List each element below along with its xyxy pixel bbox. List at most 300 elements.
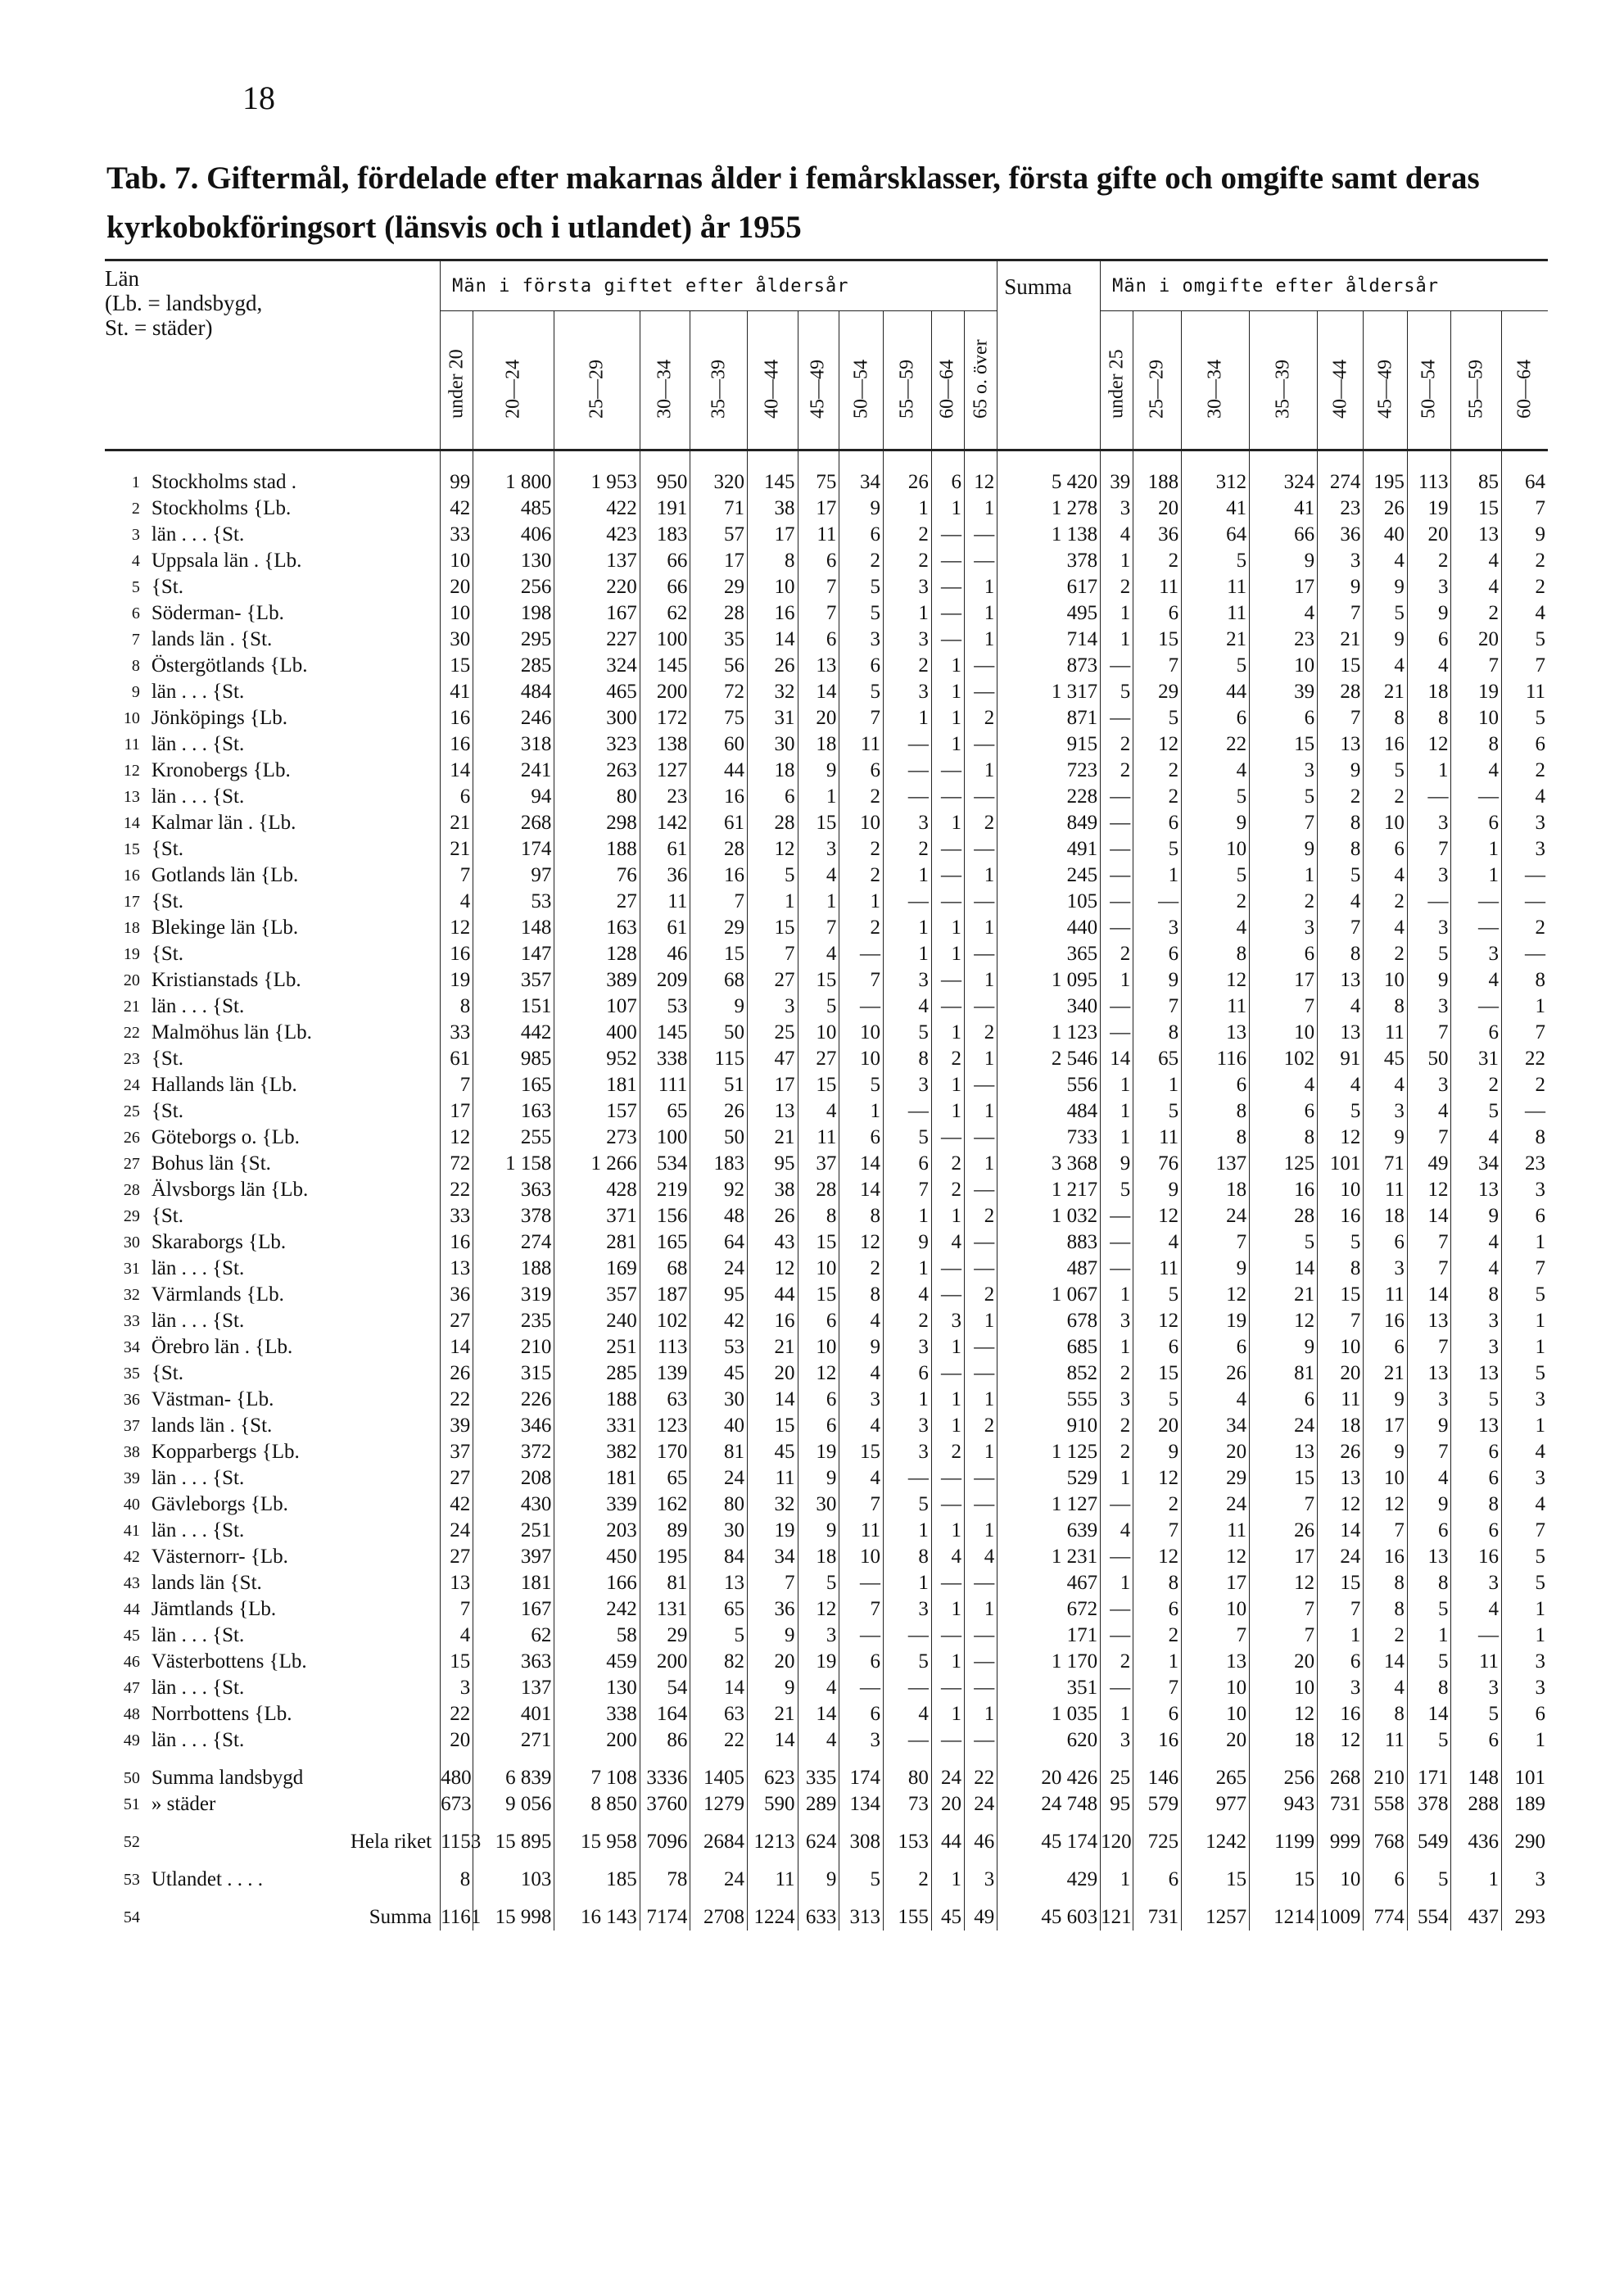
table-cell: 167 xyxy=(473,1596,554,1623)
table-cell: 3 xyxy=(1407,1387,1451,1413)
row-number: 43 xyxy=(123,1574,140,1592)
table-cell: 852 xyxy=(997,1360,1101,1387)
table-cell: 4 xyxy=(1451,1125,1502,1151)
table-cell: 25 xyxy=(747,1020,798,1046)
table-cell: 9 xyxy=(798,758,839,784)
table-cell: — xyxy=(931,522,964,548)
table-cell: 1 xyxy=(965,574,997,600)
table-cell: 1 xyxy=(1502,1623,1548,1649)
table-cell: — xyxy=(883,784,931,810)
col-header-forsta-6 xyxy=(798,311,839,450)
table-cell: 5 420 xyxy=(997,450,1101,496)
table-cell: 4 xyxy=(1250,1072,1318,1098)
table-cell: 53 xyxy=(473,889,554,915)
table-cell: 495 xyxy=(997,600,1101,627)
table-cell: 6 xyxy=(441,784,473,810)
table-cell: — xyxy=(931,1465,964,1492)
table-cell: 15 xyxy=(798,1072,839,1098)
table-cell: 38 xyxy=(747,496,798,522)
table-cell: 130 xyxy=(473,548,554,574)
table-cell: 21 xyxy=(1318,627,1364,653)
table-cell: 5 xyxy=(1133,1387,1182,1413)
table-cell: 21 xyxy=(1364,679,1408,705)
table-cell: 39 xyxy=(441,1413,473,1439)
table-cell: 768 xyxy=(1364,1817,1408,1855)
table-cell: 84 xyxy=(690,1544,748,1570)
table-cell: 5 xyxy=(1407,1855,1451,1893)
row-label: Hela riket xyxy=(350,1831,432,1853)
row-number: 39 xyxy=(123,1469,140,1487)
row-number: 1 xyxy=(131,473,140,491)
table-cell: — xyxy=(965,1229,997,1256)
table-cell: 219 xyxy=(640,1177,690,1203)
table-cell: 4 xyxy=(1101,1518,1133,1544)
table-cell: 9 xyxy=(1250,836,1318,862)
table-cell: — xyxy=(931,1727,964,1754)
table-cell: 3 xyxy=(1133,915,1182,941)
table-cell: 64 xyxy=(1182,522,1250,548)
row-number: 3 xyxy=(131,526,140,544)
row-number: 4 xyxy=(131,552,140,570)
table-cell: 7 xyxy=(1407,1256,1451,1282)
row-number: 53 xyxy=(123,1871,140,1889)
table-cell: 54 xyxy=(640,1675,690,1701)
table-cell: 15 xyxy=(1133,627,1182,653)
table-cell: 977 xyxy=(1182,1791,1250,1817)
table-cell: 89 xyxy=(640,1518,690,1544)
table-cell: 15 xyxy=(1318,1570,1364,1596)
table-cell: 1 xyxy=(747,889,798,915)
row-label: län . . . {St. xyxy=(151,1519,245,1541)
table-cell: 4 xyxy=(931,1229,964,1256)
table-cell: — xyxy=(965,731,997,758)
table-cell: 1199 xyxy=(1250,1817,1318,1855)
table-cell: 20 xyxy=(1182,1727,1250,1754)
table-cell: 26 xyxy=(441,1360,473,1387)
table-cell: 13 xyxy=(1407,1360,1451,1387)
col-header-omgifte-2 xyxy=(1182,311,1250,450)
table-cell: 480 xyxy=(441,1754,473,1791)
table-cell: 8 xyxy=(441,1855,473,1893)
table-cell: 15 xyxy=(1451,496,1502,522)
table-cell: — xyxy=(883,1465,931,1492)
table-cell: 13 xyxy=(1407,1308,1451,1334)
table-cell: 6 xyxy=(798,627,839,653)
table-cell: 6 xyxy=(1133,1596,1182,1623)
row-label: Kristianstads {Lb. xyxy=(151,969,301,991)
table-row xyxy=(105,1387,1548,1413)
table-cell: 17 xyxy=(747,1072,798,1098)
table-cell: 167 xyxy=(554,600,640,627)
col-header-forsta-3 xyxy=(640,311,690,450)
table-cell: 120 xyxy=(1101,1817,1133,1855)
table-cell: 19 xyxy=(1182,1308,1250,1334)
table-cell: 1 xyxy=(883,1387,931,1413)
table-cell: 1 138 xyxy=(997,522,1101,548)
table-cell: 26 xyxy=(883,450,931,496)
table-cell: 437 xyxy=(1451,1893,1502,1931)
table-cell: 15 xyxy=(798,810,839,836)
table-cell: 4 xyxy=(798,1675,839,1701)
table-cell: 357 xyxy=(473,967,554,994)
table-cell: 1 158 xyxy=(473,1151,554,1177)
table-cell: 465 xyxy=(554,679,640,705)
table-cell: 1 xyxy=(1502,1229,1548,1256)
table-cell: 65 xyxy=(640,1098,690,1125)
table-cell: 288 xyxy=(1451,1791,1502,1817)
row-number: 40 xyxy=(123,1496,140,1514)
table-cell: 13 xyxy=(441,1256,473,1282)
table-cell: 549 xyxy=(1407,1817,1451,1855)
table-cell: — xyxy=(965,1360,997,1387)
table-cell: — xyxy=(931,1570,964,1596)
table-cell: 3 xyxy=(1502,1675,1548,1701)
table-cell: — xyxy=(1502,889,1548,915)
table-cell: 16 xyxy=(441,731,473,758)
table-cell: 6 xyxy=(798,548,839,574)
table-cell: 1 xyxy=(931,1203,964,1229)
table-cell: 13 xyxy=(1182,1649,1250,1675)
table-cell: 18 xyxy=(747,758,798,784)
table-cell: 100 xyxy=(640,627,690,653)
table-cell: 2 xyxy=(931,1177,964,1203)
table-cell: 7 xyxy=(1451,653,1502,679)
table-cell: — xyxy=(883,889,931,915)
table-row xyxy=(105,758,1548,784)
table-cell: 2 xyxy=(1502,548,1548,574)
table-cell: 16 xyxy=(1451,1544,1502,1570)
table-cell: 22 xyxy=(441,1701,473,1727)
table-cell: 15 xyxy=(441,653,473,679)
table-cell: 6 xyxy=(1133,1701,1182,1727)
row-number: 14 xyxy=(123,814,140,832)
table-cell: 2 546 xyxy=(997,1046,1101,1072)
table-cell: 12 xyxy=(1318,1492,1364,1518)
table-cell: 8 xyxy=(1182,1098,1250,1125)
table-cell: 450 xyxy=(554,1544,640,1570)
table-cell: — xyxy=(1101,1020,1133,1046)
table-cell: 10 xyxy=(1182,836,1250,862)
table-cell: 28 xyxy=(1318,679,1364,705)
row-label: Värmlands {Lb. xyxy=(151,1283,284,1306)
table-label: Tab. 7. xyxy=(106,161,199,196)
table-cell: 228 xyxy=(997,784,1101,810)
row-number: 36 xyxy=(123,1391,140,1409)
table-cell: 27 xyxy=(441,1544,473,1570)
table-cell: 5 xyxy=(883,1125,931,1151)
table-cell: 11 xyxy=(1364,1282,1408,1308)
table-cell: 6 xyxy=(1502,1203,1548,1229)
table-cell: — xyxy=(1101,862,1133,889)
table-cell: 3 xyxy=(931,1308,964,1334)
table-cell: 400 xyxy=(554,1020,640,1046)
table-cell: 2 xyxy=(1502,574,1548,600)
table-cell: — xyxy=(965,522,997,548)
table-cell: 335 xyxy=(798,1754,839,1791)
table-cell: 1 217 xyxy=(997,1177,1101,1203)
table-cell: 4 xyxy=(839,1360,884,1387)
table-cell: 1 xyxy=(931,941,964,967)
row-label: Östergötlands {Lb. xyxy=(151,654,308,677)
row-label: {St. xyxy=(151,943,183,965)
table-cell: 208 xyxy=(473,1465,554,1492)
table-cell: 324 xyxy=(1250,450,1318,496)
table-cell: 61 xyxy=(441,1046,473,1072)
table-cell: 16 xyxy=(690,784,748,810)
table-cell: 29 xyxy=(1133,679,1182,705)
table-cell: 1 xyxy=(1451,836,1502,862)
table-cell: 9 xyxy=(883,1229,931,1256)
table-row xyxy=(105,836,1548,862)
table-cell: 8 xyxy=(1407,705,1451,731)
table-cell: 9 xyxy=(690,994,748,1020)
table-cell: 200 xyxy=(640,679,690,705)
table-cell: 1 xyxy=(883,862,931,889)
col-header-label: 60—64 xyxy=(1513,360,1536,419)
table-row xyxy=(105,450,1548,496)
table-cell: 57 xyxy=(690,522,748,548)
table-cell: 406 xyxy=(473,522,554,548)
table-cell: 20 xyxy=(1182,1439,1250,1465)
table-cell: 12 xyxy=(441,915,473,941)
col-header-omgifte-4 xyxy=(1318,311,1364,450)
table-cell: 76 xyxy=(1133,1151,1182,1177)
table-cell: 9 xyxy=(798,1465,839,1492)
table-cell: — xyxy=(965,784,997,810)
table-cell: 42 xyxy=(441,496,473,522)
table-cell: 251 xyxy=(554,1334,640,1360)
table-cell: 378 xyxy=(1407,1791,1451,1817)
table-cell: 15 xyxy=(747,915,798,941)
table-cell: 1 xyxy=(839,1098,884,1125)
table-cell: — xyxy=(931,1125,964,1151)
table-cell: 1 xyxy=(965,600,997,627)
table-cell: 371 xyxy=(554,1203,640,1229)
table-cell: 1 035 xyxy=(997,1701,1101,1727)
table-cell: 15 xyxy=(1182,1855,1250,1893)
table-cell: 871 xyxy=(997,705,1101,731)
table-cell: 14 xyxy=(441,1334,473,1360)
table-cell: 24 xyxy=(965,1791,997,1817)
col-header-label: 45—49 xyxy=(1374,360,1396,419)
table-cell: 8 xyxy=(1451,1282,1502,1308)
table-cell: 26 xyxy=(747,1203,798,1229)
table-cell: 2 xyxy=(1101,574,1133,600)
table-cell: 3 xyxy=(1407,574,1451,600)
table-cell: 2 xyxy=(1133,758,1182,784)
table-cell: 2 xyxy=(1502,758,1548,784)
table-row xyxy=(105,1413,1548,1439)
table-cell: 12 xyxy=(1250,1308,1318,1334)
table-cell: 13 xyxy=(1451,1177,1502,1203)
table-cell: 6 xyxy=(883,1151,931,1177)
table-cell: 12 xyxy=(1318,1125,1364,1151)
table-cell: 14 xyxy=(1407,1203,1451,1229)
table-cell: 203 xyxy=(554,1518,640,1544)
row-label: Malmöhus län {Lb. xyxy=(151,1021,312,1043)
table-cell: 1 xyxy=(965,862,997,889)
table-cell: 3760 xyxy=(640,1791,690,1817)
table-cell: 33 xyxy=(441,1203,473,1229)
table-cell: 13 xyxy=(1318,1020,1364,1046)
table-cell: 10 xyxy=(1250,1675,1318,1701)
table-cell: 15 xyxy=(1133,1360,1182,1387)
table-cell: 8 xyxy=(1133,1020,1182,1046)
table-cell: 3 xyxy=(1502,1177,1548,1203)
table-row xyxy=(105,994,1548,1020)
table-cell: 242 xyxy=(554,1596,640,1623)
row-number: 35 xyxy=(123,1365,140,1383)
table-cell: 3 xyxy=(1318,1675,1364,1701)
table-cell: 53 xyxy=(640,994,690,1020)
table-cell: 1 xyxy=(965,1596,997,1623)
table-cell: 6 xyxy=(1133,941,1182,967)
table-cell: 5 xyxy=(1250,1229,1318,1256)
table-cell: 128 xyxy=(554,941,640,967)
table-cell: 12 xyxy=(747,1256,798,1282)
table-cell: — xyxy=(1101,836,1133,862)
table-cell: 1 xyxy=(965,1151,997,1177)
table-cell: 1 xyxy=(798,784,839,810)
table-cell: 26 xyxy=(747,653,798,679)
table-cell: 268 xyxy=(473,810,554,836)
table-cell: 101 xyxy=(1502,1754,1548,1791)
table-row xyxy=(105,862,1548,889)
table-cell: 3 xyxy=(798,1623,839,1649)
table-cell: 1 xyxy=(1318,1623,1364,1649)
table-cell: 3 xyxy=(747,994,798,1020)
table-cell: 1 xyxy=(1407,1623,1451,1649)
table-cell: 9 xyxy=(1101,1151,1133,1177)
table-cell: 14 xyxy=(747,1727,798,1754)
table-cell: 7 xyxy=(1318,1596,1364,1623)
table-row xyxy=(105,1046,1548,1072)
table-cell: 200 xyxy=(554,1727,640,1754)
table-cell: — xyxy=(1101,1675,1133,1701)
table-cell: 271 xyxy=(473,1727,554,1754)
table-cell: 1257 xyxy=(1182,1893,1250,1931)
table-cell: 36 xyxy=(747,1596,798,1623)
table-cell: 6 xyxy=(1451,810,1502,836)
table-cell: 2 xyxy=(883,653,931,679)
table-cell: 1 xyxy=(883,915,931,941)
table-cell: 590 xyxy=(747,1791,798,1817)
table-cell: 6 xyxy=(839,1649,884,1675)
table-cell: 40 xyxy=(1364,522,1408,548)
table-cell: 8 xyxy=(1502,1125,1548,1151)
table-cell: 401 xyxy=(473,1701,554,1727)
table-cell: 29 xyxy=(640,1623,690,1649)
table-row xyxy=(105,1518,1548,1544)
table-cell: 81 xyxy=(690,1439,748,1465)
table-cell: 95 xyxy=(747,1151,798,1177)
table-cell: 26 xyxy=(690,1098,748,1125)
row-label: Älvsborgs län {Lb. xyxy=(151,1179,309,1201)
table-cell: 5 xyxy=(1502,1544,1548,1570)
table-cell: 174 xyxy=(839,1754,884,1791)
row-label: {St. xyxy=(151,1362,183,1384)
table-cell: 5 xyxy=(1133,1098,1182,1125)
table-cell: — xyxy=(1101,1596,1133,1623)
table-cell: 13 xyxy=(690,1570,748,1596)
table-cell: — xyxy=(1451,784,1502,810)
table-cell: 127 xyxy=(640,758,690,784)
table-cell: 9 xyxy=(798,1518,839,1544)
row-label: {St. xyxy=(151,1048,183,1070)
table-cell: 6 xyxy=(1451,1439,1502,1465)
table-cell: 7 xyxy=(1182,1623,1250,1649)
col-header-forsta-10 xyxy=(965,311,997,450)
row-label: Västman- {Lb. xyxy=(151,1388,274,1410)
table-cell: 116 xyxy=(1182,1046,1250,1072)
table-cell: 2 xyxy=(839,836,884,862)
table-cell: 12 xyxy=(1407,731,1451,758)
table-cell: 3 xyxy=(1407,1072,1451,1098)
table-cell: — xyxy=(1451,889,1502,915)
table-cell: 113 xyxy=(1407,450,1451,496)
row-number: 9 xyxy=(131,683,140,701)
table-cell: 1 127 xyxy=(997,1492,1101,1518)
table-cell: 4 xyxy=(1182,1387,1250,1413)
table-cell: 9 xyxy=(839,496,884,522)
table-cell: 1 095 xyxy=(997,967,1101,994)
table-row xyxy=(105,679,1548,705)
table-cell: 340 xyxy=(997,994,1101,1020)
table-cell: 3 xyxy=(1364,1098,1408,1125)
table-cell: 80 xyxy=(690,1492,748,1518)
table-cell: — xyxy=(1502,941,1548,967)
table-cell: 274 xyxy=(473,1229,554,1256)
table-cell: 3 xyxy=(1101,1727,1133,1754)
table-cell: — xyxy=(931,758,964,784)
table-cell: 8 xyxy=(1182,1125,1250,1151)
table-cell: 11 xyxy=(1133,1256,1182,1282)
table-cell: 725 xyxy=(1133,1817,1182,1855)
table-cell: 12 xyxy=(798,1596,839,1623)
row-number: 54 xyxy=(123,1908,140,1926)
row-label: län . . . {St. xyxy=(151,785,245,808)
row-label: län . . . {St. xyxy=(151,681,245,703)
table-cell: 2 xyxy=(1318,784,1364,810)
table-cell: 10 xyxy=(1364,1465,1408,1492)
col-header-omgifte-7 xyxy=(1451,311,1502,450)
table-cell: 2 xyxy=(1451,600,1502,627)
table-cell: 10 xyxy=(839,810,884,836)
table-cell: 6 xyxy=(747,784,798,810)
table-cell: 51 xyxy=(690,1072,748,1098)
table-cell: 19 xyxy=(747,1518,798,1544)
table-cell: 1 xyxy=(1502,1413,1548,1439)
table-cell: — xyxy=(1101,1256,1133,1282)
table-cell: 15 895 xyxy=(473,1817,554,1855)
table-cell: 2 xyxy=(1101,1413,1133,1439)
col-header-label: 45—49 xyxy=(807,360,829,419)
row-label: län . . . {St. xyxy=(151,1729,245,1751)
table-cell: 81 xyxy=(640,1570,690,1596)
table-cell: 1 123 xyxy=(997,1020,1101,1046)
table-cell: 6 xyxy=(839,522,884,548)
table-cell: 6 xyxy=(798,1308,839,1334)
table-cell: 3 xyxy=(883,1072,931,1098)
table-cell: 11 xyxy=(1364,1727,1408,1754)
table-cell: 1 xyxy=(883,705,931,731)
table-cell: 8 xyxy=(441,994,473,1020)
table-cell: 952 xyxy=(554,1046,640,1072)
table-cell: 20 xyxy=(798,705,839,731)
table-cell: — xyxy=(1101,1229,1133,1256)
table-cell: 20 xyxy=(1133,496,1182,522)
table-cell: 56 xyxy=(690,653,748,679)
